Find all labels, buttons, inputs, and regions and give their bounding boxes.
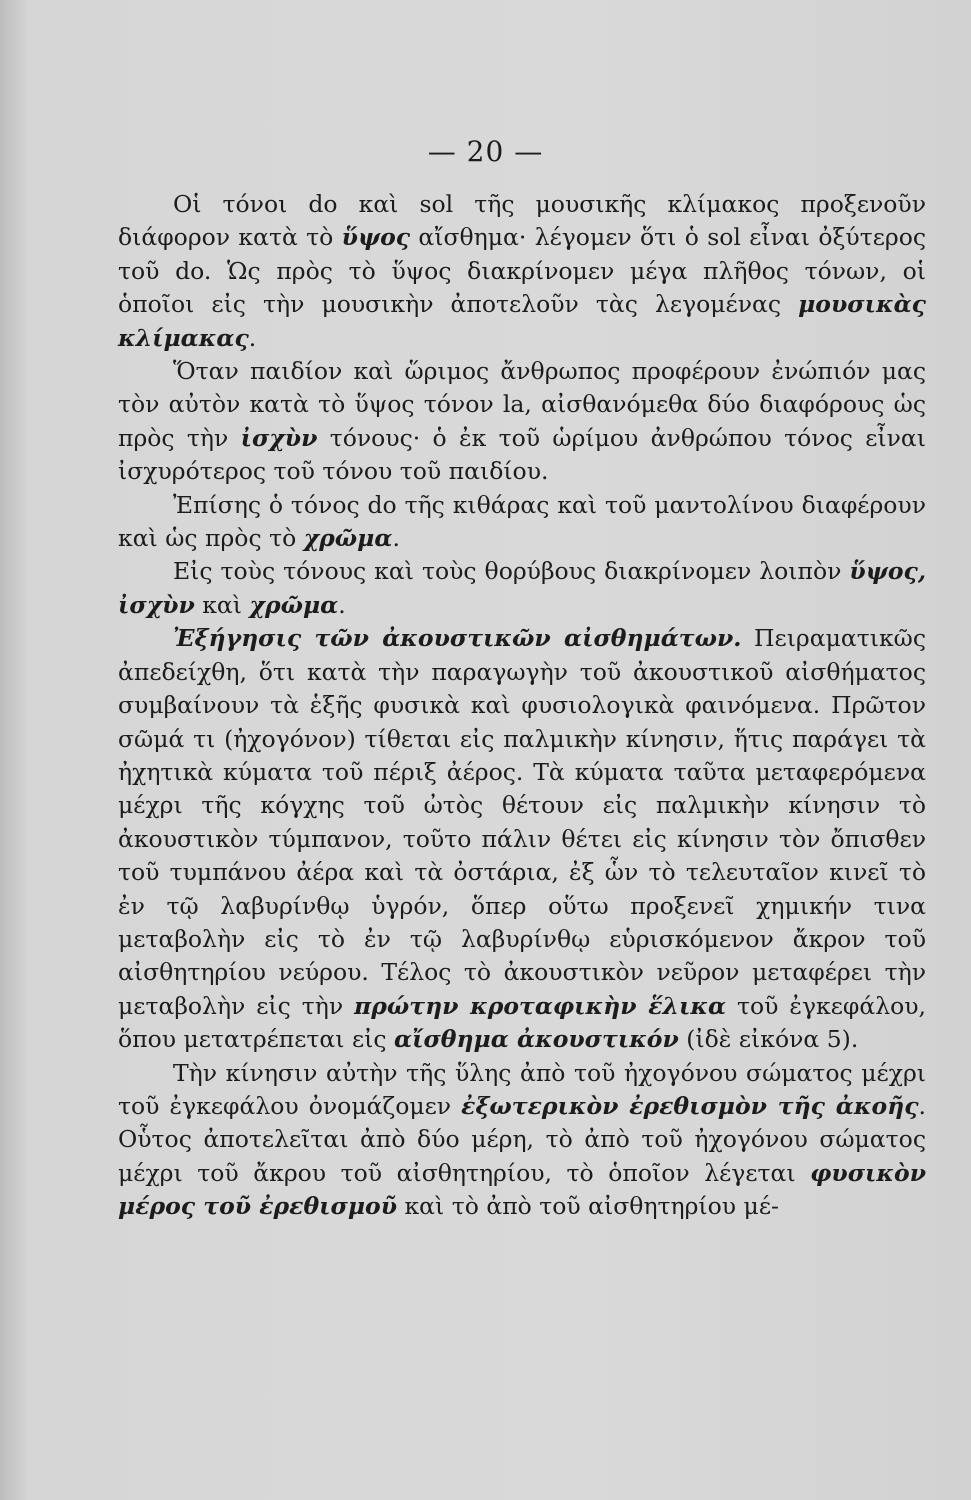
text-run: Ὅταν παιδίον καὶ ὥριμος ἄνθρωπος προφέρουν ἐνώπιόν μας τὸν αὐτὸν κατὰ τὸ ὕψος τόνον la, αἰσθανόμεθα δύο διαφόρους ὡς πρὸς τὴν xyxy=(118,357,926,452)
emphasis-term: πρώτην κροταφικὴν ἕλικα xyxy=(354,991,727,1020)
emphasis-term: μουσικὰς κλίμακας xyxy=(118,290,926,352)
text-run: Οἱ τόνοι do καὶ sol τῆς μουσικῆς κλίμακος προξενοῦν διάφορον κατὰ τὸ xyxy=(118,190,926,252)
text-run: καὶ τὸ ἀπὸ τοῦ αἰσθητηρίου μέ- xyxy=(397,1192,779,1221)
emphasis-term: χρῶμα xyxy=(303,524,393,553)
text-run: . Οὗτος ἀποτελεῖται ἀπὸ δύο μέρη, τὸ ἀπὸ τοῦ ἠχογόνου σώματος μέχρι τοῦ ἄκρου τοῦ αἰσθητηρίου, τὸ ὁποῖον λέγεται xyxy=(118,1091,927,1187)
emphasis-term: ἰσχὺν xyxy=(240,423,318,452)
emphasis-term: χρῶμα xyxy=(249,590,339,619)
paragraph-timbre xyxy=(118,489,926,556)
emphasis-term: ὕψος xyxy=(341,223,411,252)
section-heading: Ἐξήγησις τῶν ἀκουστικῶν αἰσθημάτων. xyxy=(173,624,742,653)
text-run: Εἰς τοὺς τόνους καὶ τοὺς θορύβους διακρίνομεν λοιπὸν xyxy=(173,557,850,586)
text-run: Ἐπίσης ὁ τόνος do τῆς κιθάρας καὶ τοῦ μαντολίνου διαφέρουν καὶ ὡς πρὸς τὸ xyxy=(118,490,926,553)
text-run: . xyxy=(392,524,400,553)
emphasis-term: ὕψος, ἰσχὺν xyxy=(118,557,926,619)
text-run: (ἰδὲ εἰκόνα 5). xyxy=(678,1025,859,1054)
paragraph-summary xyxy=(118,555,926,622)
page-number: — 20 — xyxy=(427,135,544,168)
text-run: . xyxy=(338,590,346,619)
text-run: Πειραματικῶς ἀπεδείχθη, ὅτι κατὰ τὴν παραγωγὴν τοῦ ἀκουστικοῦ αἰσθήματος συμβαίνουν τὰ ἑξῆς φυσικὰ καὶ φυσιολογικὰ φαινόμενα. Πρῶτον σῶμά τι (ἠχογόνον) τίθεται εἰς παλμικὴν κίνησιν, ἥτις παράγει τὰ ἠχητικὰ κύματα τοῦ πέριξ ἀέρος. Τὰ κύματα ταῦτα μεταφερόμενα μέχρι τῆς κόγχης τοῦ ὠτὸς θέτουν εἰς παλμικὴν κίνησιν τὸ ἀκουστικὸν τύμπανον, τοῦτο πάλιν θέτει εἰς κίνησιν τὸν ὄπισθεν τοῦ τυμπάνου ἀέρα καὶ τὰ ὀστάρια, ἐξ ὧν τὸ τελευταῖον κινεῖ τὸ ἐν τῷ λαβυρίνθῳ ὑγρόν, ὅπερ οὕτω προξενεῖ χημικήν τινα μεταβολὴν εἰς τὸ ἐν τῷ λαβυρίνθῳ εὑρισκόμενον ἄκρον τοῦ αἰσθητηρίου νεύρου. Τέλος τὸ ἀκουστικὸν νεῦρον μεταφέρει τὴν μεταβολὴν εἰς τὴν xyxy=(118,624,926,1020)
paragraph-explanation xyxy=(118,622,926,1056)
paragraph-intensity xyxy=(118,355,926,489)
text-run: Τὴν κίνησιν αὐτὴν τῆς ὕλης ἀπὸ τοῦ ἠχογόνου σώματος μέχρι τοῦ ἐγκεφάλου ὀνομάζομεν xyxy=(118,1058,926,1120)
paragraph-pitch xyxy=(118,188,926,355)
emphasis-term: φυσικὸν μέρος τοῦ ἐρεθισμοῦ xyxy=(118,1158,926,1221)
text-run: . xyxy=(248,323,257,352)
text-run: τοῦ ἐγκεφάλου, ὅπου μετατρέπεται εἰς xyxy=(118,991,926,1054)
body-text xyxy=(118,188,926,1224)
text-run: αἴσθημα· λέγομεν ὅτι ὁ sol εἶναι ὀξύτερος τοῦ do. Ὡς πρὸς τὸ ὕψος διακρίνομεν μέγα πλῆθος τόνων, οἱ ὁποῖοι εἰς τὴν μουσικὴν ἀποτελοῦν τὰς λεγομένας xyxy=(118,223,927,319)
text-run: τόνους· ὁ ἐκ τοῦ ὡρίμου ἀνθρώπου τόνος εἶναι ἰσχυρότερος τοῦ τόνου τοῦ παιδίου. xyxy=(118,423,926,486)
emphasis-term: αἴσθημα ἀκουστικόν xyxy=(394,1025,679,1054)
text-run: καὶ xyxy=(194,590,250,619)
paragraph-stimulus xyxy=(118,1057,926,1224)
emphasis-term: ἐξωτερικὸν ἐρεθισμὸν τῆς ἀκοῆς xyxy=(461,1091,919,1120)
